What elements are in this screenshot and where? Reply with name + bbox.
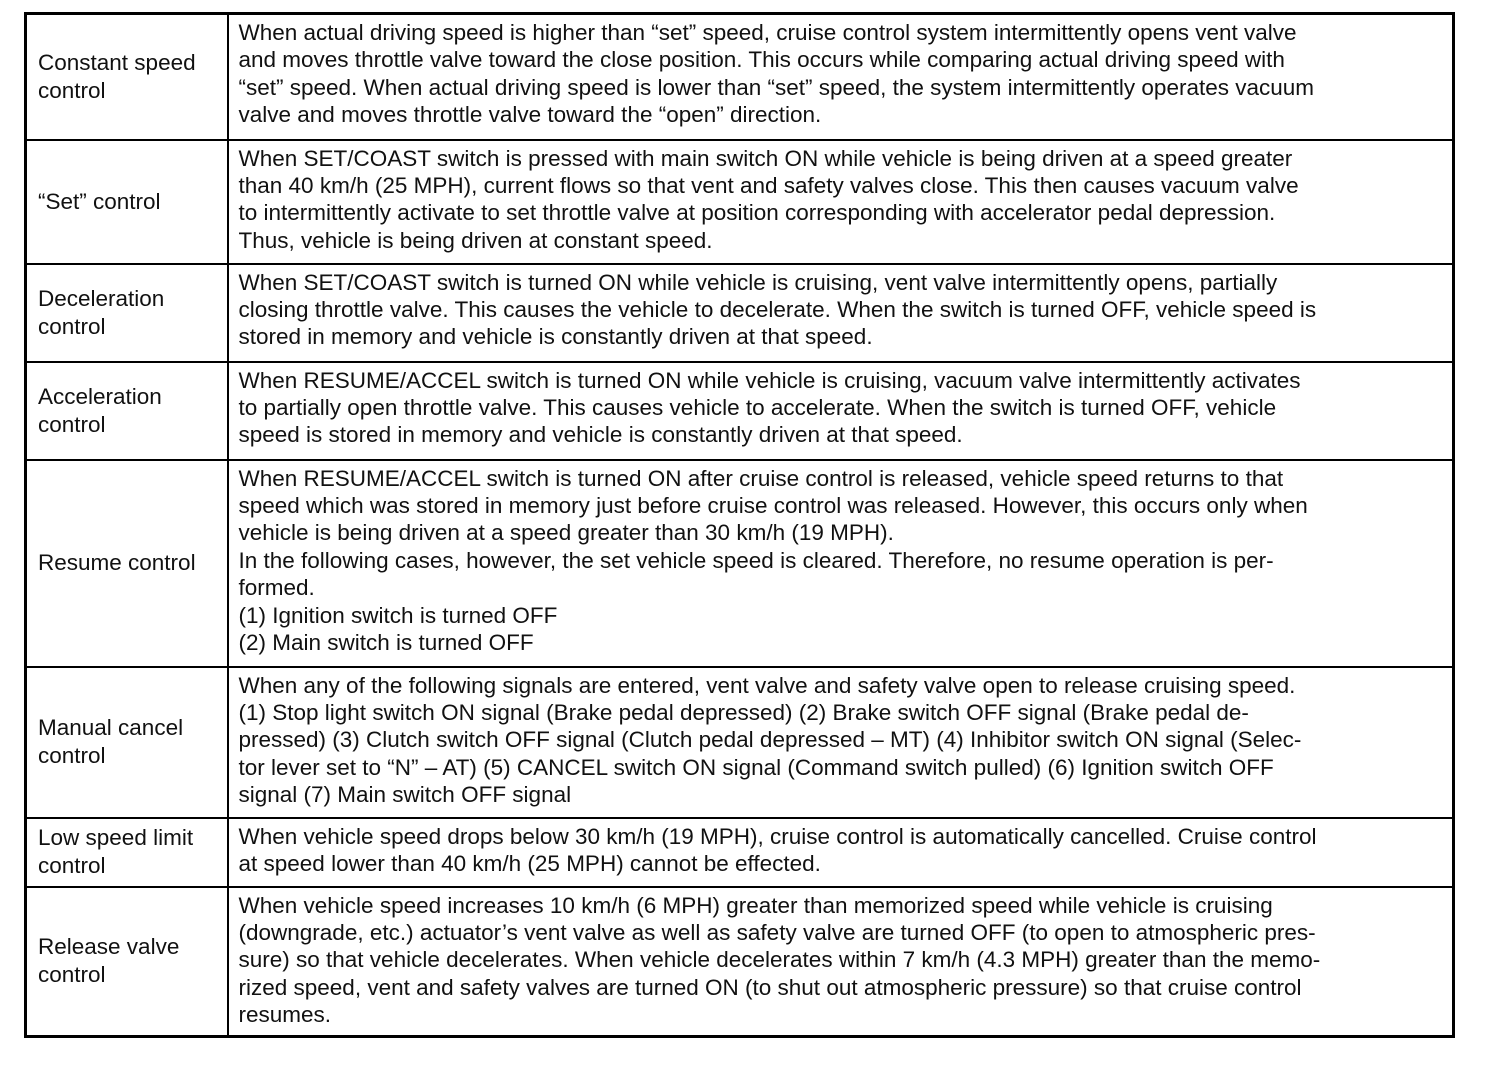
function-name: control (38, 853, 106, 878)
function-description-cell (228, 362, 1454, 460)
function-description-cell (228, 264, 1454, 362)
description-line: to partially open throttle valve. This causes vehicle to accelerate. When the switch is turned OFF, vehicle (238, 394, 1277, 420)
function-description-cell (228, 887, 1454, 1037)
table-row (26, 460, 1454, 667)
description-line: “set” speed. When actual driving speed is lower than “set” speed, the system intermittently operates vacuum (238, 74, 1315, 100)
description-line: to intermittently activate to set throttle valve at position corresponding with accelerator pedal depression. (238, 200, 1276, 226)
description-line: and moves throttle valve toward the close position. This occurs while comparing actual driving speed with (238, 47, 1285, 73)
description-line: at speed lower than 40 km/h (25 MPH) cannot be effected. (238, 850, 821, 876)
table-row (26, 818, 1454, 887)
function-name-cell (26, 14, 228, 140)
description-line: When SET/COAST switch is pressed with main switch ON while vehicle is being driven at a speed greater (238, 145, 1293, 171)
description-line: When vehicle speed drops below 30 km/h (19 MPH), cruise control is automatically cancelled. Cruise control (238, 823, 1317, 849)
description-line: (downgrade, etc.) actuator’s vent valve as well as safety valve are turned OFF (to open to atmospheric pres- (238, 919, 1316, 945)
table-row (26, 362, 1454, 460)
description-line: signal (7) Main switch OFF signal (238, 782, 572, 808)
description-line: When RESUME/ACCEL switch is turned ON after cruise control is released, vehicle speed returns to that (238, 465, 1284, 491)
description-line: tor lever set to “N” – AT) (5) CANCEL switch ON signal (Command switch pulled) (6) Ignition switch OFF (238, 754, 1274, 780)
function-name: control (38, 411, 106, 437)
function-name-cell (26, 264, 228, 362)
table-row (26, 140, 1454, 264)
description-line: When actual driving speed is higher than “set” speed, cruise control system intermittently opens vent valve (238, 20, 1297, 45)
function-description-cell (228, 667, 1454, 818)
function-name: Release valve (38, 934, 180, 960)
function-name: Deceleration (38, 285, 165, 311)
function-name: Constant speed (38, 49, 196, 75)
description-line: resumes. (238, 1002, 332, 1028)
function-name: control (38, 313, 106, 339)
cruise-control-table-container (24, 12, 1452, 1038)
function-name: Acceleration (38, 383, 162, 409)
description-line: (2) Main switch is turned OFF (238, 629, 534, 655)
description-line: speed is stored in memory and vehicle is constantly driven at that speed. (238, 422, 963, 448)
cruise-control-function-table (24, 12, 1455, 1038)
description-line: Thus, vehicle is being driven at constant speed. (238, 227, 713, 253)
function-name-cell (26, 887, 228, 1037)
table-row (26, 887, 1454, 1037)
description-line: speed which was stored in memory just before cruise control was released. However, this occurs only when (238, 492, 1308, 518)
description-line: When any of the following signals are entered, vent valve and safety valve open to release cruising speed. (238, 672, 1296, 698)
description-line: stored in memory and vehicle is constantly driven at that speed. (238, 324, 873, 350)
function-name: control (38, 962, 106, 988)
function-name: control (38, 743, 106, 768)
description-line: (1) Stop light switch ON signal (Brake pedal depressed) (2) Brake switch OFF signal (Brake pedal de- (238, 699, 1249, 725)
function-name: control (38, 77, 106, 103)
description-line: closing throttle valve. This causes the vehicle to decelerate. When the switch is turned OFF, vehicle speed is (238, 296, 1317, 322)
description-line: When RESUME/ACCEL switch is turned ON while vehicle is cruising, vacuum valve intermittently activates (238, 367, 1301, 393)
description-line: vehicle is being driven at a speed greater than 30 km/h (19 MPH). (238, 520, 894, 546)
function-name: Resume control (38, 550, 196, 575)
function-description-cell (228, 460, 1454, 667)
description-line: (1) Ignition switch is turned OFF (238, 602, 558, 628)
function-name-cell (26, 667, 228, 818)
description-line: When SET/COAST switch is turned ON while vehicle is cruising, vent valve intermittently opens, partially (238, 269, 1278, 295)
function-description-cell (228, 14, 1454, 140)
description-line: formed. (238, 575, 315, 601)
function-name: “Set” control (38, 188, 161, 214)
description-line: pressed) (3) Clutch switch OFF signal (Clutch pedal depressed – MT) (4) Inhibitor switch ON signal (Selec- (238, 727, 1302, 753)
table-row (26, 14, 1454, 140)
function-description-cell (228, 140, 1454, 264)
table-row (26, 264, 1454, 362)
description-line: than 40 km/h (25 MPH), current flows so that vent and safety valves close. This then causes vacuum valve (238, 172, 1299, 198)
function-name-cell (26, 140, 228, 264)
function-name: Low speed limit (38, 825, 194, 850)
function-name-cell (26, 362, 228, 460)
description-line: valve and moves throttle valve toward the “open” direction. (238, 102, 822, 128)
function-name-cell (26, 818, 228, 887)
table-row (26, 667, 1454, 818)
description-line: rized speed, vent and safety valves are turned ON (to shut out atmospheric pressure) so that cruise control (238, 974, 1302, 1000)
description-line: sure) so that vehicle decelerates. When vehicle decelerates within 7 km/h (4.3 MPH) greater than the memo- (238, 947, 1321, 973)
description-line: When vehicle speed increases 10 km/h (6 MPH) greater than memorized speed while vehicle is cruising (238, 892, 1273, 918)
function-name: Manual cancel (38, 715, 184, 740)
function-name-cell (26, 460, 228, 667)
function-description-cell (228, 818, 1454, 887)
description-line: In the following cases, however, the set vehicle speed is cleared. Therefore, no resume operation is per- (238, 547, 1274, 573)
